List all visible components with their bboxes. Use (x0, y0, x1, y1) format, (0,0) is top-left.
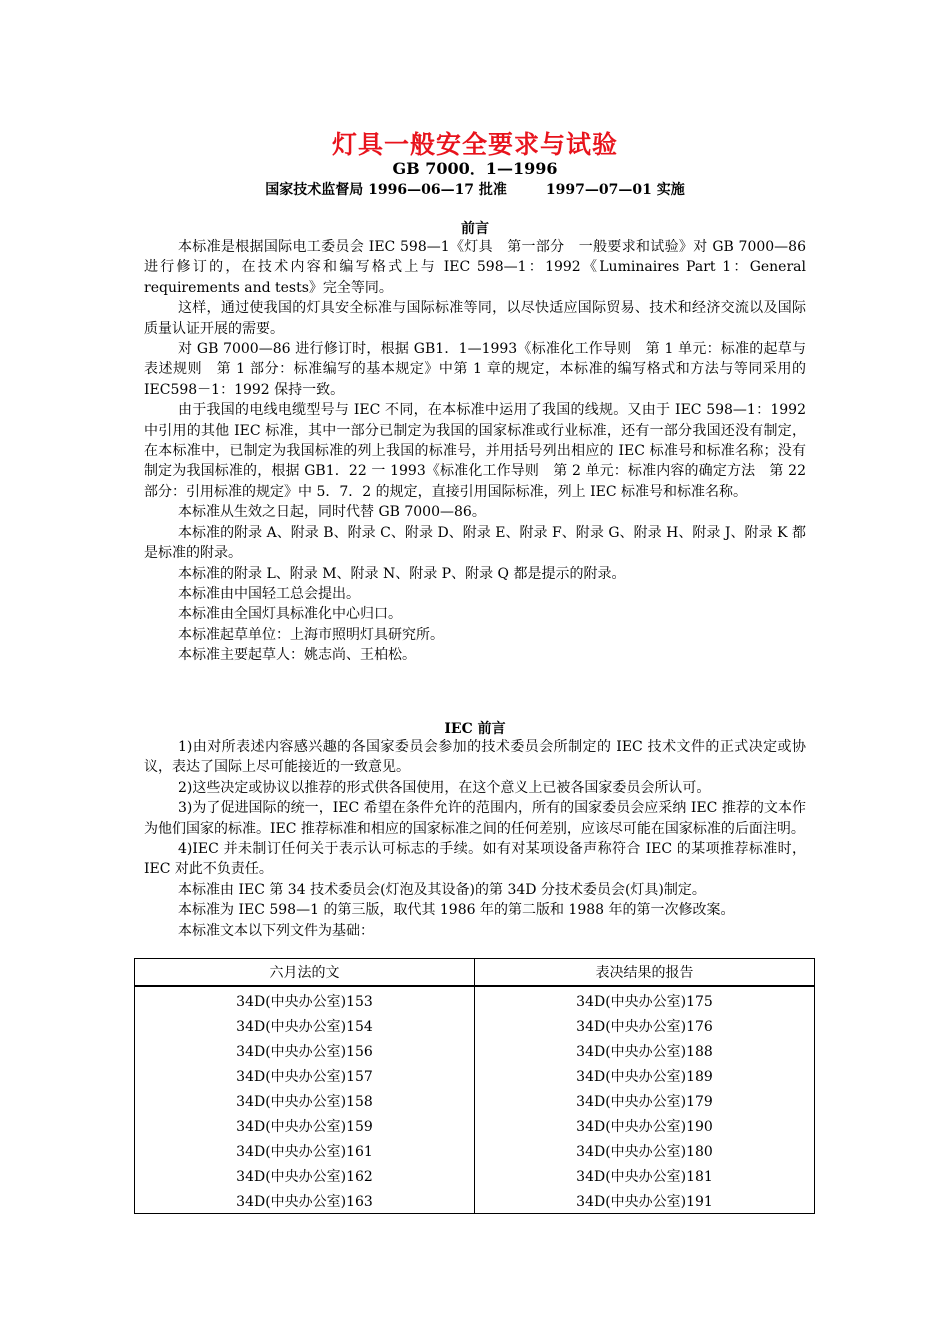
table-cell: 34D(中央办公室)180 (475, 1138, 815, 1163)
foreword-paragraph: 本标准是根据国际电工委员会 IEC 598—1《灯具 第一部分 一般要求和试验》对 GB 7000—86 进行修订的，在技术内容和编写格式上与 IEC 598—1：1992《Luminaires Part 1：General requirements and tests》完全等同。 (144, 239, 806, 296)
iec-foreword-body (144, 737, 806, 941)
table-cell: 34D(中央办公室)153 (135, 986, 475, 1014)
table-cell: 34D(中央办公室)188 (475, 1039, 815, 1064)
foreword-paragraph: 本标准从生效之日起，同时代替 GB 7000—86。 (178, 504, 486, 521)
column-header: 表决结果的报告 (475, 959, 815, 987)
iec-foreword-heading: IEC 前言 (444, 721, 506, 737)
foreword-heading: 前言 (461, 221, 489, 237)
table-cell: 34D(中央办公室)189 (475, 1064, 815, 1089)
table-cell: 34D(中央办公室)163 (135, 1188, 475, 1213)
table-row (135, 1064, 815, 1089)
table-row (135, 1138, 815, 1163)
document-basis-table (134, 958, 815, 1214)
iec-foreword-paragraph: 3)为了促进国际的统一，IEC 希望在条件允许的范围内，所有的国家委员会应采纳 IEC 推荐的文本作为他们国家的标准。IEC 推荐标准和相应的国家标准之间的任何差别，应该尽可能在国家标准的后面注明。 (144, 800, 806, 837)
table-row (135, 1089, 815, 1114)
table-row (135, 1014, 815, 1039)
table-row (135, 1188, 815, 1213)
table-header-row (135, 959, 815, 987)
iec-foreword-paragraph: 2)这些决定或协议以推荐的形式供各国使用，在这个意义上已被各国家委员会所认可。 (178, 779, 711, 796)
iec-foreword-paragraph: 本标准由 IEC 第 34 技术委员会(灯泡及其设备)的第 34D 分技术委员会(灯具)制定。 (178, 881, 706, 898)
foreword-paragraph: 本标准的附录 L、附录 M、附录 N、附录 P、附录 Q 都是提示的附录。 (178, 565, 626, 582)
foreword-paragraph: 本标准起草单位：上海市照明灯具研究所。 (178, 626, 444, 643)
iec-foreword-paragraph: 本标准文本以下列文件为基础： (178, 922, 374, 939)
table-row (135, 986, 815, 1014)
standard-number: GB 7000．1—1996 (392, 159, 558, 178)
iec-foreword-paragraph: 4)IEC 并未制订任何关于表示认可标志的手续。如有对某项设备声称符合 IEC 的某项推荐标准时，IEC 对此不负责任。 (144, 841, 806, 878)
table-cell: 34D(中央办公室)179 (475, 1089, 815, 1114)
foreword-paragraph: 本标准由中国轻工总会提出。 (178, 585, 360, 602)
iec-foreword-paragraph: 本标准为 IEC 598—1 的第三版，取代其 1986 年的第二版和 1988 年的第一次修改案。 (178, 902, 735, 919)
table-cell: 34D(中央办公室)176 (475, 1014, 815, 1039)
foreword-paragraph: 本标准主要起草人：姚志尚、王柏松。 (178, 647, 416, 664)
table-cell: 34D(中央办公室)157 (135, 1064, 475, 1089)
table-cell: 34D(中央办公室)158 (135, 1089, 475, 1114)
foreword-body (144, 237, 806, 666)
table-cell: 34D(中央办公室)190 (475, 1113, 815, 1138)
table-cell: 34D(中央办公室)154 (135, 1014, 475, 1039)
table-row (135, 1039, 815, 1064)
iec-foreword-paragraph: 1)由对所表述内容感兴趣的各国家委员会参加的技术委员会所制定的 IEC 技术文件的正式决定或协议，表达了国际上尽可能接近的一致意见。 (144, 739, 806, 776)
approval-line: 国家技术监督局 1996—06—17 批准 1997—07—01 实施 (265, 182, 685, 198)
document-title: 灯具一般安全要求与试验 (331, 130, 618, 159)
table-cell: 34D(中央办公室)175 (475, 986, 815, 1014)
foreword-paragraph: 本标准由全国灯具标准化中心归口。 (178, 606, 402, 623)
foreword-paragraph: 由于我国的电线电缆型号与 IEC 不同，在本标准中运用了我国的线规。又由于 IEC 598—1：1992 中引用的其他 IEC 标准，其中一部分已制定为我国的国家标准或行业标准，还有一部分我国还没有制定，在本标准中，已制定为我国标准的列上我国的标准号，并用括号列出相应的 IEC 标准号和标准名称；没有制定为我国标准的，根据 GB1．22 一 1993《标准化工作导则 第 2 单元：标准内容的确定方法 第 22 部分：引用标准的规定》中 5．7．2 的规定，直接引用国际标准，列上 IEC 标准号和标准名称。 (144, 402, 806, 500)
table-cell: 34D(中央办公室)159 (135, 1113, 475, 1138)
table-cell: 34D(中央办公室)161 (135, 1138, 475, 1163)
column-header: 六月法的文 (135, 959, 475, 987)
foreword-paragraph: 本标准的附录 A、附录 B、附录 C、附录 D、附录 E、附录 F、附录 G、附录 H、附录 J、附录 K 都是标准的附录。 (144, 524, 806, 562)
table-cell: 34D(中央办公室)191 (475, 1188, 815, 1213)
foreword-paragraph: 这样，通过使我国的灯具安全标准与国际标准等同，以尽快适应国际贸易、技术和经济交流以及国际质量认证开展的需要。 (144, 300, 806, 337)
table-row (135, 1113, 815, 1138)
table-cell: 34D(中央办公室)156 (135, 1039, 475, 1064)
table-cell: 34D(中央办公室)162 (135, 1163, 475, 1188)
table-row (135, 1163, 815, 1188)
foreword-paragraph: 对 GB 7000—86 进行修订时，根据 GB1．1—1993《标准化工作导则 第 1 单元：标准的起草与表述规则 第 1 部分：标准编写的基本规定》中第 1 章的规定，本标准的编写格式和方法与等同采用的 IEC598－1：1992 保持一致。 (144, 341, 806, 398)
table-cell: 34D(中央办公室)181 (475, 1163, 815, 1188)
